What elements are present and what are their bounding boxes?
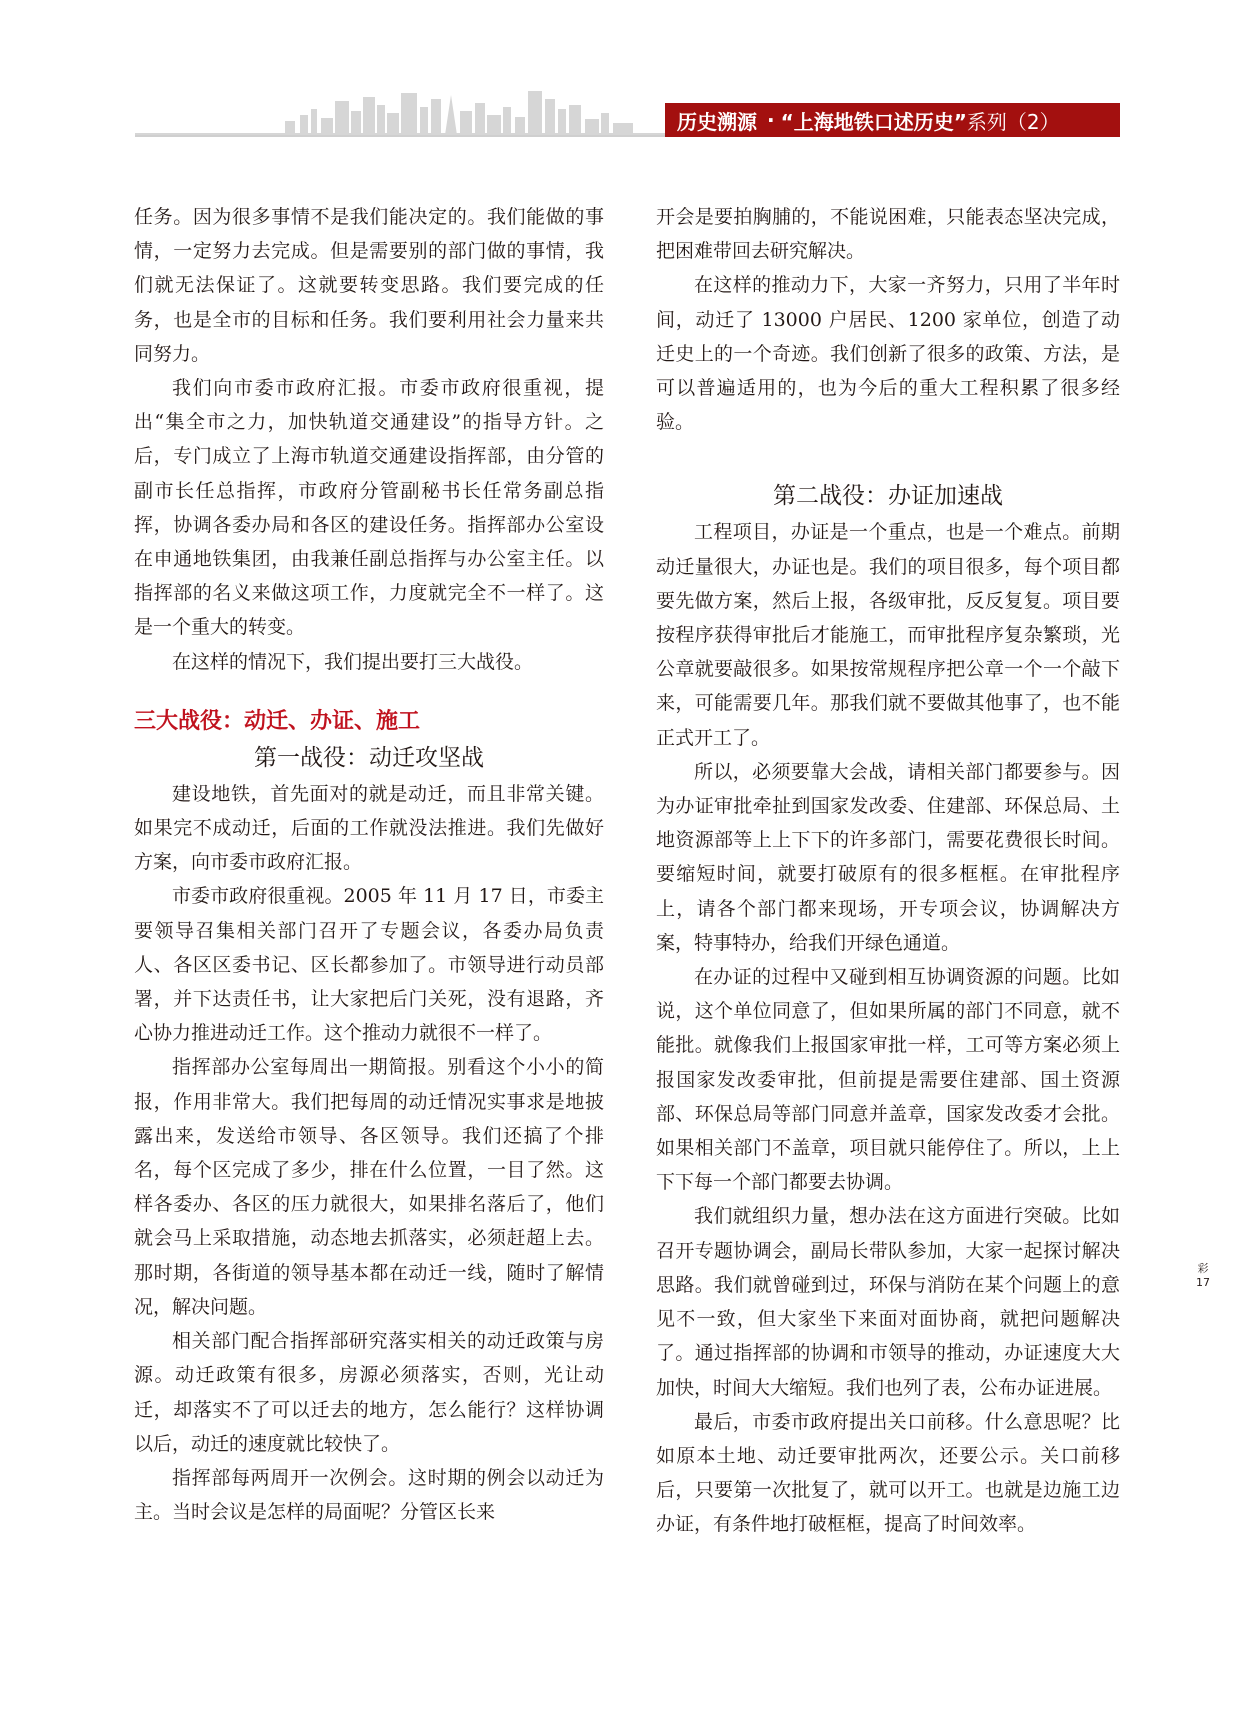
paragraph: 相关部门配合指挥部研究落实相关的动迁政策与房源。动迁政策有很多，房源必须落实，否则，光让动迁，却落实不了可以迁去的地方，怎么能行？这样协调以后，动迁的速度就比较快了。 [134, 1330, 604, 1455]
paragraph: 最后，市委市政府提出关口前移。什么意思呢？比如原本土地、动迁要审批两次，还要公示。关口前移后，只要第一次批复了，就可以开工。也就是边施工边办证，有条件地打破框框，提高了时间效率。 [656, 1410, 1120, 1536]
paragraph: 市委市政府很重视。2005 年 11 月 17 日，市委主要领导召集相关部门召开了专题会议，各委办局负责人、各区区委书记、区长都参加了。市领导进行动员部署，并下达责任书，让大家把后门关死，没有退路，齐心协力推进动迁工作。这个推动力就很不一样了。 [134, 885, 604, 1045]
section-title: 三大战役：动迁、办证、施工 [134, 708, 421, 734]
paragraph: 工程项目，办证是一个重点，也是一个难点。前期动迁量很大，办证也是。我们的项目很多，每个项目都要先做方案，然后上报，各级审批，反反复复。项目要按程序获得审批后才能施工，而审批程序复杂繁琐，光公章就要敲很多。如果按常规程序把公章一个一个敲下来，可能需要几年。那我们就不要做其他事了，也不能正式开工了。 [656, 521, 1120, 749]
subsection-title: 第一战役：动迁攻坚战 [254, 744, 484, 771]
paragraph: 指挥部办公室每周出一期简报。别看这个小小的简报，作用非常大。我们把每周的动迁情况实事求是地披露出来，发送给市领导、各区领导。我们还搞了个排名，每个区完成了多少，排在什么位置，一目了然。这样各委办、各区的压力就很大，如果排名落后了，他们就会马上采取措施，动态地去抓落实，必须赶超上去。那时期，各街道的领导基本都在动迁一线，随时了解情况，解决问题。 [134, 1056, 604, 1318]
paragraph: 建设地铁，首先面对的就是动迁，而且非常关键。如果完不成动迁，后面的工作就没法推进。我们先做好方案，向市委市政府汇报。 [134, 782, 604, 874]
paragraph: 在这样的情况下，我们提出要打三大战役。 [172, 650, 534, 673]
paragraph: 所以，必须要靠大会战，请相关部门都要参与。因为办证审批牵扯到国家发改委、住建部、环保总局、土地资源部等上上下下的许多部门，需要花费很长时间。要缩短时间，就要打破原有的很多框框。在审批程序上，请各个部门都来现场，开专项会议，协调解决方案，特事特办，给我们开绿色通道。 [656, 760, 1120, 954]
page-number [1192, 1262, 1214, 1290]
right-column [656, 200, 1120, 1542]
banner-series-suffix: 系列（2） [966, 109, 1060, 134]
paragraph: 在这样的推动力下，大家一齐努力，只用了半年时间，动迁了 13000 户居民、1200 家单位，创造了动迁史上的一个奇迹。我们创新了很多的政策、方法，是可以普遍适用的，也为今后的重大工程积累了很多经验。 [656, 274, 1120, 434]
banner-section: 历史溯源 [677, 109, 757, 134]
paragraph: 在办证的过程中又碰到相互协调资源的问题。比如说，这个单位同意了，但如果所属的部门不同意，就不能批。就像我们上报国家审批一样，工可等方案必须上报国家发改委审批，但前提是需要住建部、国土资源部、环保总局等部门同意并盖章，国家发改委才会批。如果相关部门不盖章，项目就只能停住了。所以，上上下下每一个部门都要去协调。 [656, 966, 1120, 1194]
city-skyline-graphic [135, 85, 675, 137]
left-column [134, 200, 604, 1529]
banner-separator: · [767, 108, 775, 132]
series-banner [665, 103, 1120, 137]
banner-series-title: “上海地铁口述历史” [780, 109, 967, 134]
paragraph: 我们就组织力量，想办法在这方面进行突破。比如召开专题协调会，副局长带队参加，大家一起探讨解决思路。我们就曾碰到过，环保与消防在某个问题上的意见不一致，但大家坐下来面对面协商，就把问题解决了。通过指挥部的协调和市领导的推动，办证速度大大加快，时间大大缩短。我们也列了表，公布办证进展。 [656, 1205, 1120, 1399]
page-number-value: 17 [1196, 1276, 1210, 1289]
paragraph: 指挥部每两周开一次例会。这时期的例会以动迁为主。当时会议是怎样的局面呢？分管区长来 [134, 1466, 604, 1524]
page-header [0, 0, 1240, 140]
page-number-label: 彩 [1197, 1262, 1209, 1275]
paragraph: 开会是要拍胸脯的，不能说困难，只能表态坚决完成，把困难带回去研究解决。 [656, 206, 1120, 263]
paragraph: 我们向市委市政府汇报。市委市政府很重视，提出“集全市之力，加快轨道交通建设”的指导方针。之后，专门成立了上海市轨道交通建设指挥部，由分管的副市长任总指挥，市政府分管副秘书长任常务副总指挥，协调各委办局和各区的建设任务。指挥部办公室设在申通地铁集团，由我兼任副总指挥与办公室主任。以指挥部的名义来做这项工作，力度就完全不一样了。这是一个重大的转变。 [134, 377, 604, 639]
subsection-title: 第二战役：办证加速战 [773, 483, 1003, 510]
paragraph: 任务。因为很多事情不是我们能决定的。我们能做的事情，一定努力去完成。但是需要别的部门做的事情，我们就无法保证了。这就要转变思路。我们要完成的任务，也是全市的目标和任务。我们要利用社会力量来共同努力。 [134, 206, 604, 365]
